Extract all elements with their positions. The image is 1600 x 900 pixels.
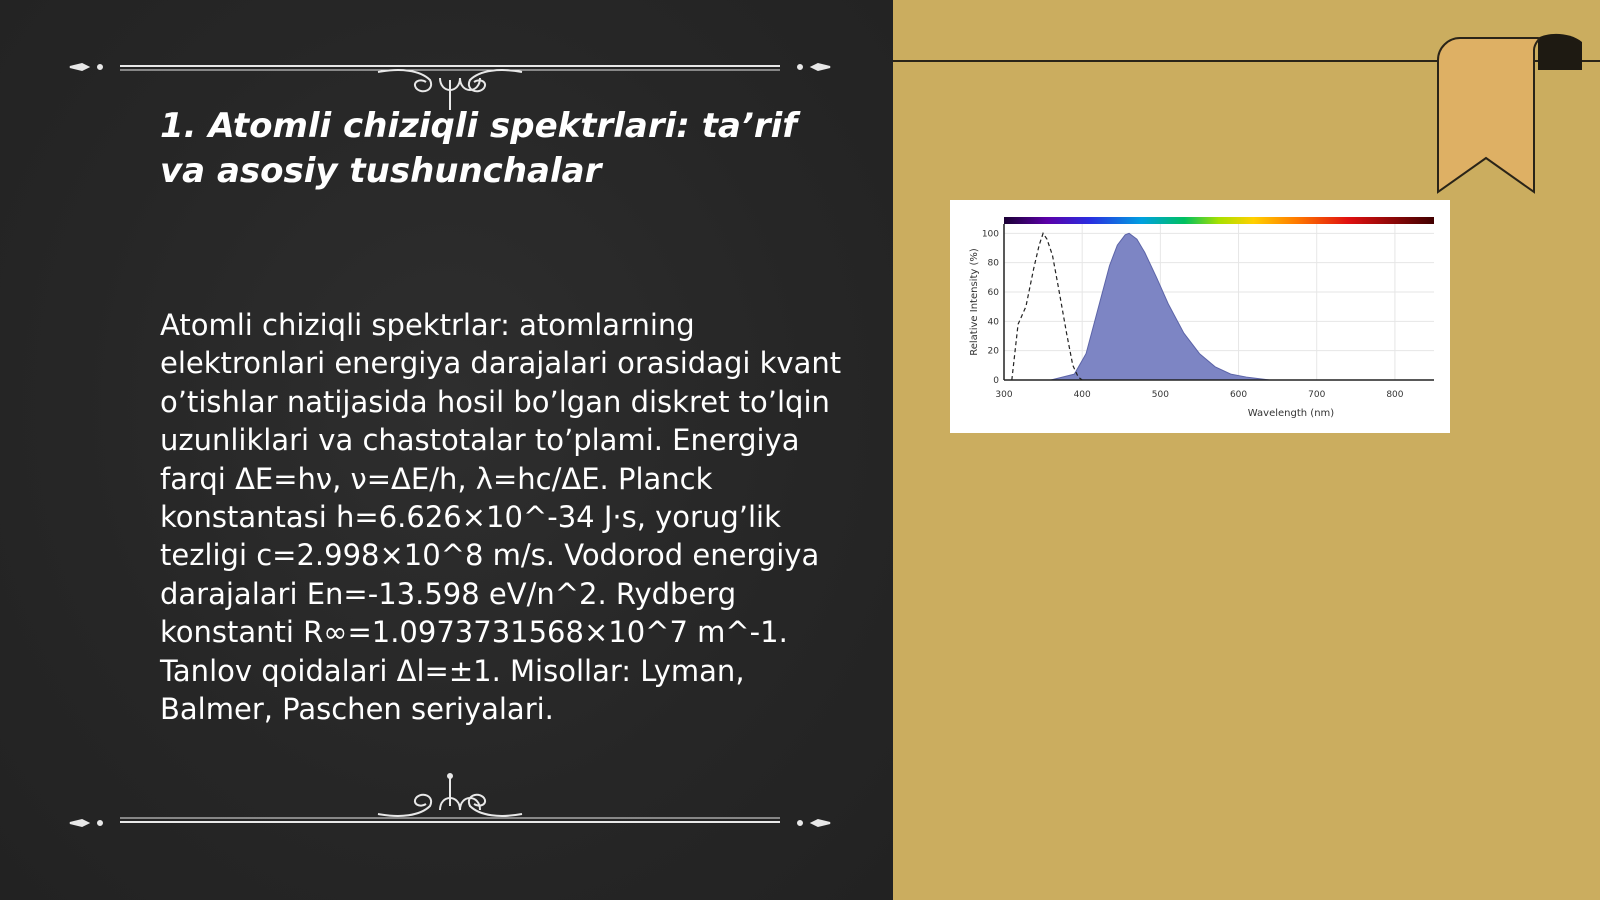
excitation-dashed-series — [1012, 233, 1082, 380]
x-tick-label: 600 — [1229, 390, 1248, 400]
bookmark-ribbon — [1430, 30, 1600, 205]
y-tick-label: 20 — [987, 346, 999, 357]
emission-spectrum-figure — [950, 200, 1450, 433]
slide-title: 1. Atomli chiziqli spektrlari: ta’rif va asosiy tushunchalar — [160, 106, 798, 191]
x-tick-label: 300 — [995, 390, 1013, 400]
spectrum-chart — [950, 200, 1450, 433]
y-tick-label: 0 — [993, 376, 999, 386]
bottom-ornament-divider — [60, 770, 840, 840]
x-tick-label: 400 — [1073, 390, 1091, 400]
x-axis-label: Wavelength (nm) — [1247, 408, 1335, 419]
x-tick-label: 700 — [1308, 390, 1326, 400]
slide-body-text: Atomli chiziqli spektrlar: atomlarning elektronlari energiya darajalari orasidagi kvant o’tishlar natijasida hosil bo’lgan diskret to’lqin uzunliklari va chastotalar to’plami. Energiya farqi ΔE=hν, ν=ΔE/h, λ=hc/ΔE. Planck konstantasi h=6.626×10^-34 J·s, yorug’lik tezligi c=2.998×10^8 m/s. Vodorod energiya darajalari En=-13.598 eV/n^2. Rydberg konstanti R∞=1.0973731568×10^7 m^-1. Tanlov qoidalari Δl=±1. Misollar: Lyman, Balmer, Paschen seriyalari. — [160, 308, 842, 727]
y-tick-label: 100 — [981, 229, 999, 240]
visible-spectrum-bar — [1004, 217, 1434, 224]
y-tick-label: 80 — [987, 258, 999, 269]
y-tick-label: 40 — [987, 317, 999, 328]
y-axis-label: Relative Intensity (%) — [969, 248, 980, 356]
x-tick-label: 800 — [1386, 390, 1404, 400]
x-tick-label: 500 — [1151, 390, 1169, 400]
y-tick-label: 60 — [987, 288, 999, 298]
